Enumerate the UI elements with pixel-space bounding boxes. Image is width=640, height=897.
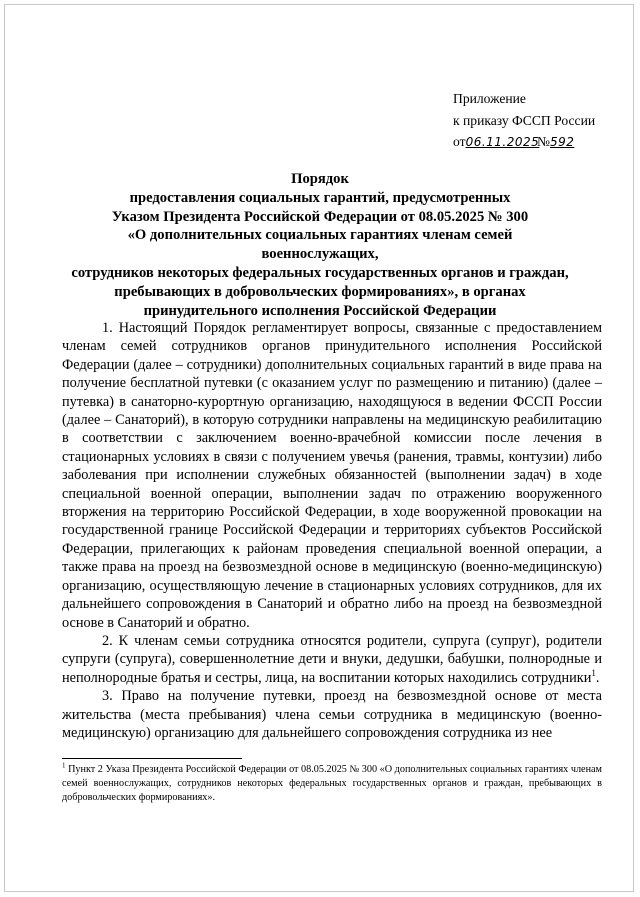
appendix-line2: к приказу ФССП России [453, 112, 596, 128]
title-line6: пребывающих в добровольческих формированиях», в органах [114, 283, 526, 300]
title-line2: предоставления социальных гарантий, предусмотренных [129, 189, 511, 206]
document-title [70, 170, 570, 320]
appendix-line1: Приложение [453, 91, 526, 106]
title-line1: Порядок [291, 171, 349, 187]
title-line5: сотрудников некоторых федеральных государственных органов и граждан, [71, 264, 569, 281]
footnote-text: Пункт 2 Указа Президента Российской Федерации от 08.05.2025 № 300 «О дополнительных социальных гарантиях членам семей военнослужащих, сотрудников некоторых федеральных государственных органов и граждан, пребывающих в добровольческих формированиях». [62, 764, 602, 803]
footnote-reference: 1 [591, 667, 596, 678]
date-prefix: от [453, 134, 466, 149]
paragraph-2 [62, 632, 602, 687]
title-line3: Указом Президента Российской Федерации от 08.05.2025 № 300 [111, 208, 529, 225]
number-prefix: № [536, 134, 550, 149]
footnote-separator [62, 758, 242, 759]
paragraph-2-text: 2. К членам семьи сотрудника относятся родители, супруга (супруг), родители супруги (супруга), совершеннолетние дети и внуки, дедушки, бабушки, полнородные и неполнородные братья и сестры, лица, на воспитании которых находились сотрудники [62, 632, 602, 686]
handwritten-number: 592 [549, 135, 575, 149]
appendix-order-line [453, 131, 633, 154]
title-line4: «О дополнительных социальных гарантиях членам семей военнослужащих, [127, 227, 513, 263]
appendix-block [453, 88, 633, 154]
title-line7: принудительного исполнения Российской Федерации [143, 302, 497, 319]
footnote [62, 763, 602, 804]
footnote-mark: 1 [62, 761, 66, 770]
handwritten-date: 06.11.2025 [465, 135, 540, 149]
paragraph-3: 3. Право на получение путевки, проезд на безвозмездной основе от места жительства (места пребывания) члена семьи сотрудника в медицинскую (военно-медицинскую) организацию для дальнейшего сопровождения сотрудника из нее [62, 688, 602, 741]
paragraph-1: 1. Настоящий Порядок регламентирует вопросы, связанные с предоставлением членам семей сотрудников органов принудительного исполнения Российской Федерации (далее – сотрудники) дополнительных социальных гарантий в виде права на получение бесплатной путевки (с оказанием услуг по размещению и питанию) (далее – путевка) в санаторно-курортную организацию, находящуюся в ведении ФССП России (далее – Санаторий), в которую сотрудники направлены на медицинскую реабилитацию в соответствии с заключением военно-врачебной комиссии после лечения в стационарных условиях в связи с получением увечья (ранения, травмы, контузии) либо заболевания при исполнении служебных обязанностей (выполнении задач) в ходе специальной военной операции, выполнении задач по отражению вооруженного вторжения на территорию Российской Федерации, в ходе вооруженной провокации на государственной границе Российской Федерации и территориях субъектов Российской Федерации, прилегающих к районам проведения специальной военной операции, а также права на проезд на безвозмездной основе в медицинскую (военно-медицинскую) организацию, осуществляющую лечение в стационарных условиях сотрудников, для их дальнейшего сопровождения в Санаторий и обратно либо на проезд на безвозмездной основе в Санаторий и обратно. [62, 320, 602, 631]
document-body [62, 319, 602, 742]
paragraph-2-end: . [595, 669, 600, 686]
